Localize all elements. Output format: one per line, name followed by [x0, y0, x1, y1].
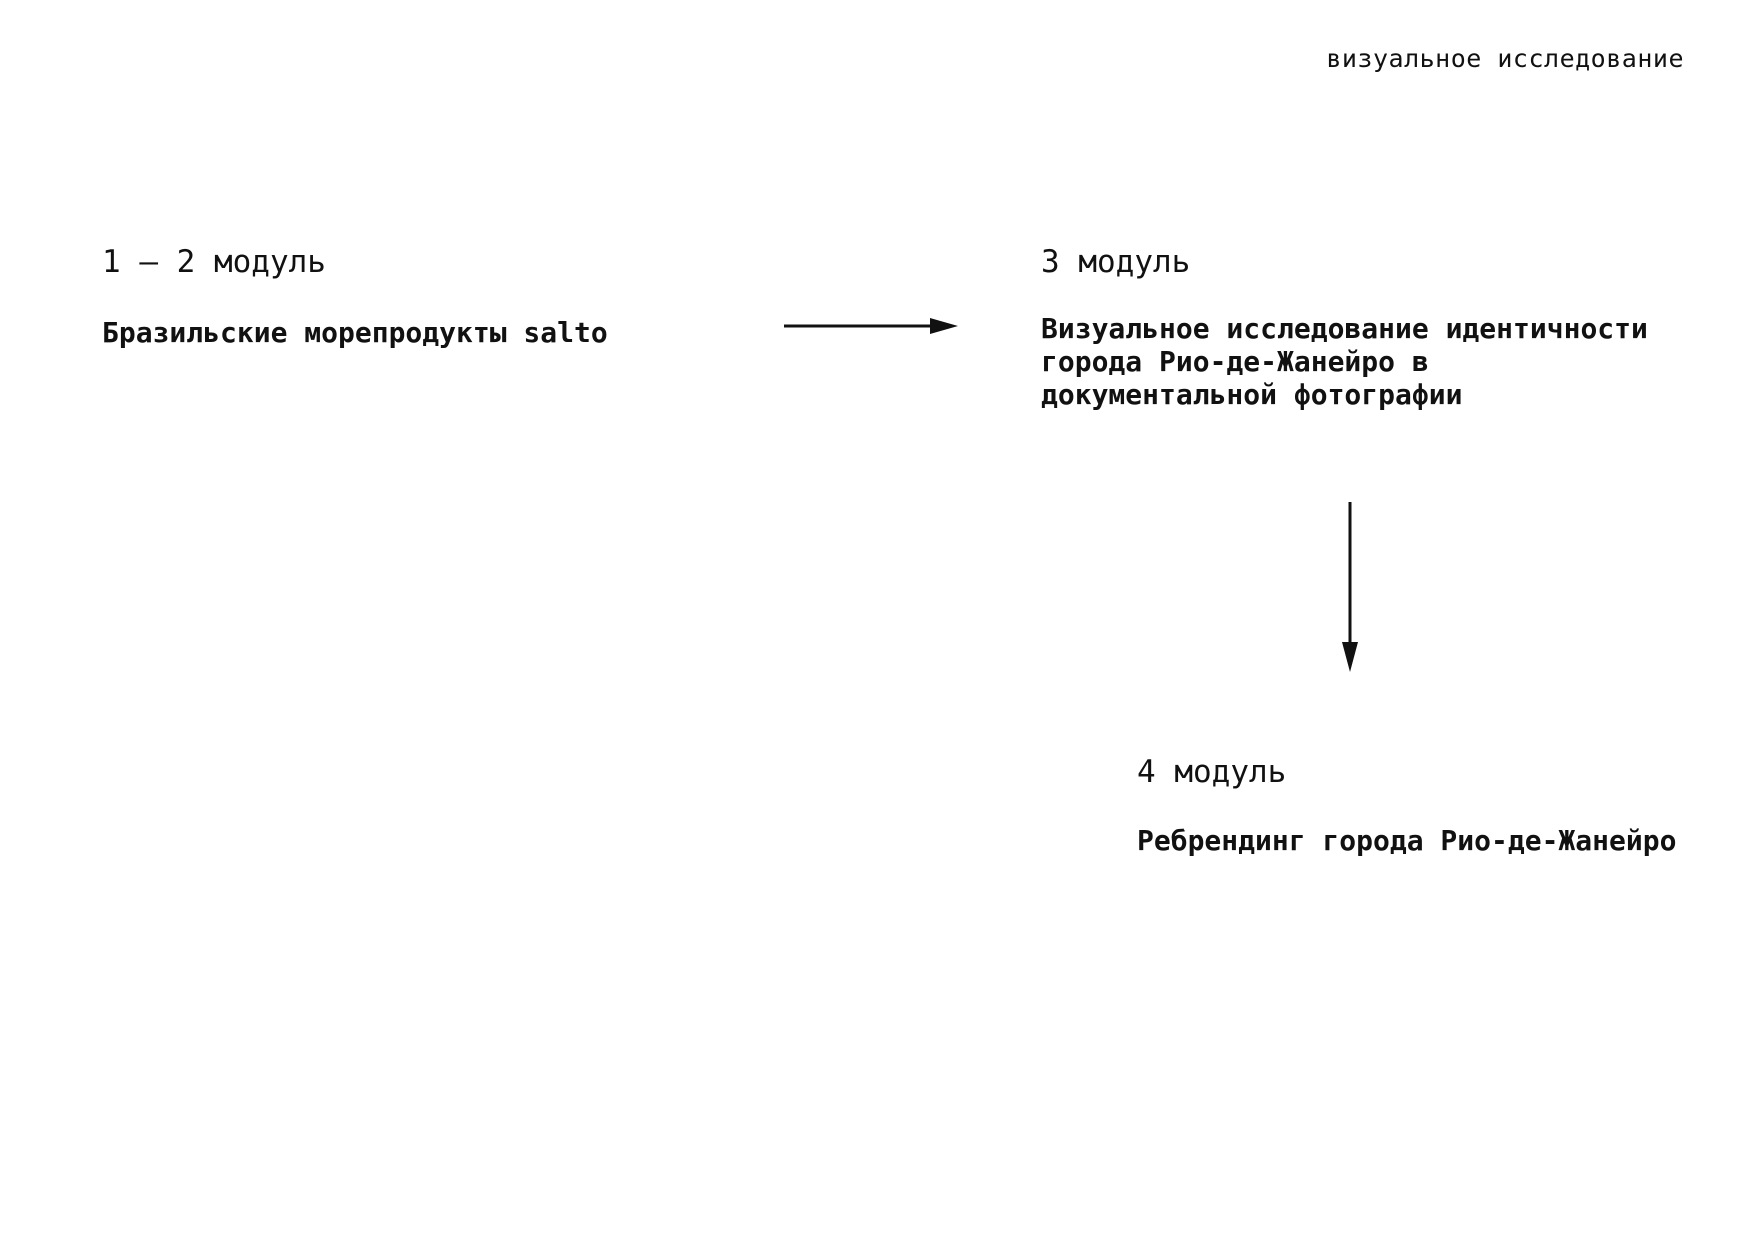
- module-4-block: [1137, 752, 1676, 857]
- module-1-2-number: 1 — 2 модуль: [102, 244, 326, 280]
- arrow-down-icon: [1340, 502, 1360, 674]
- header-label: визуальное исследование: [1326, 44, 1684, 73]
- arrow-right-icon: [784, 316, 960, 336]
- module-3-title: Визуальное исследование идентичности города Рио-де-Жанейро в документальной фотографии: [1041, 312, 1648, 411]
- module-3-number: 3 модуль: [1041, 244, 1191, 280]
- module-1-2-block: [102, 242, 608, 349]
- module-3-block: [1041, 242, 1681, 411]
- module-1-2-title: Бразильские морепродукты salto: [102, 316, 608, 349]
- module-4-title: Ребрендинг города Рио-де-Жанейро: [1137, 824, 1677, 857]
- module-4-number: 4 модуль: [1137, 754, 1287, 790]
